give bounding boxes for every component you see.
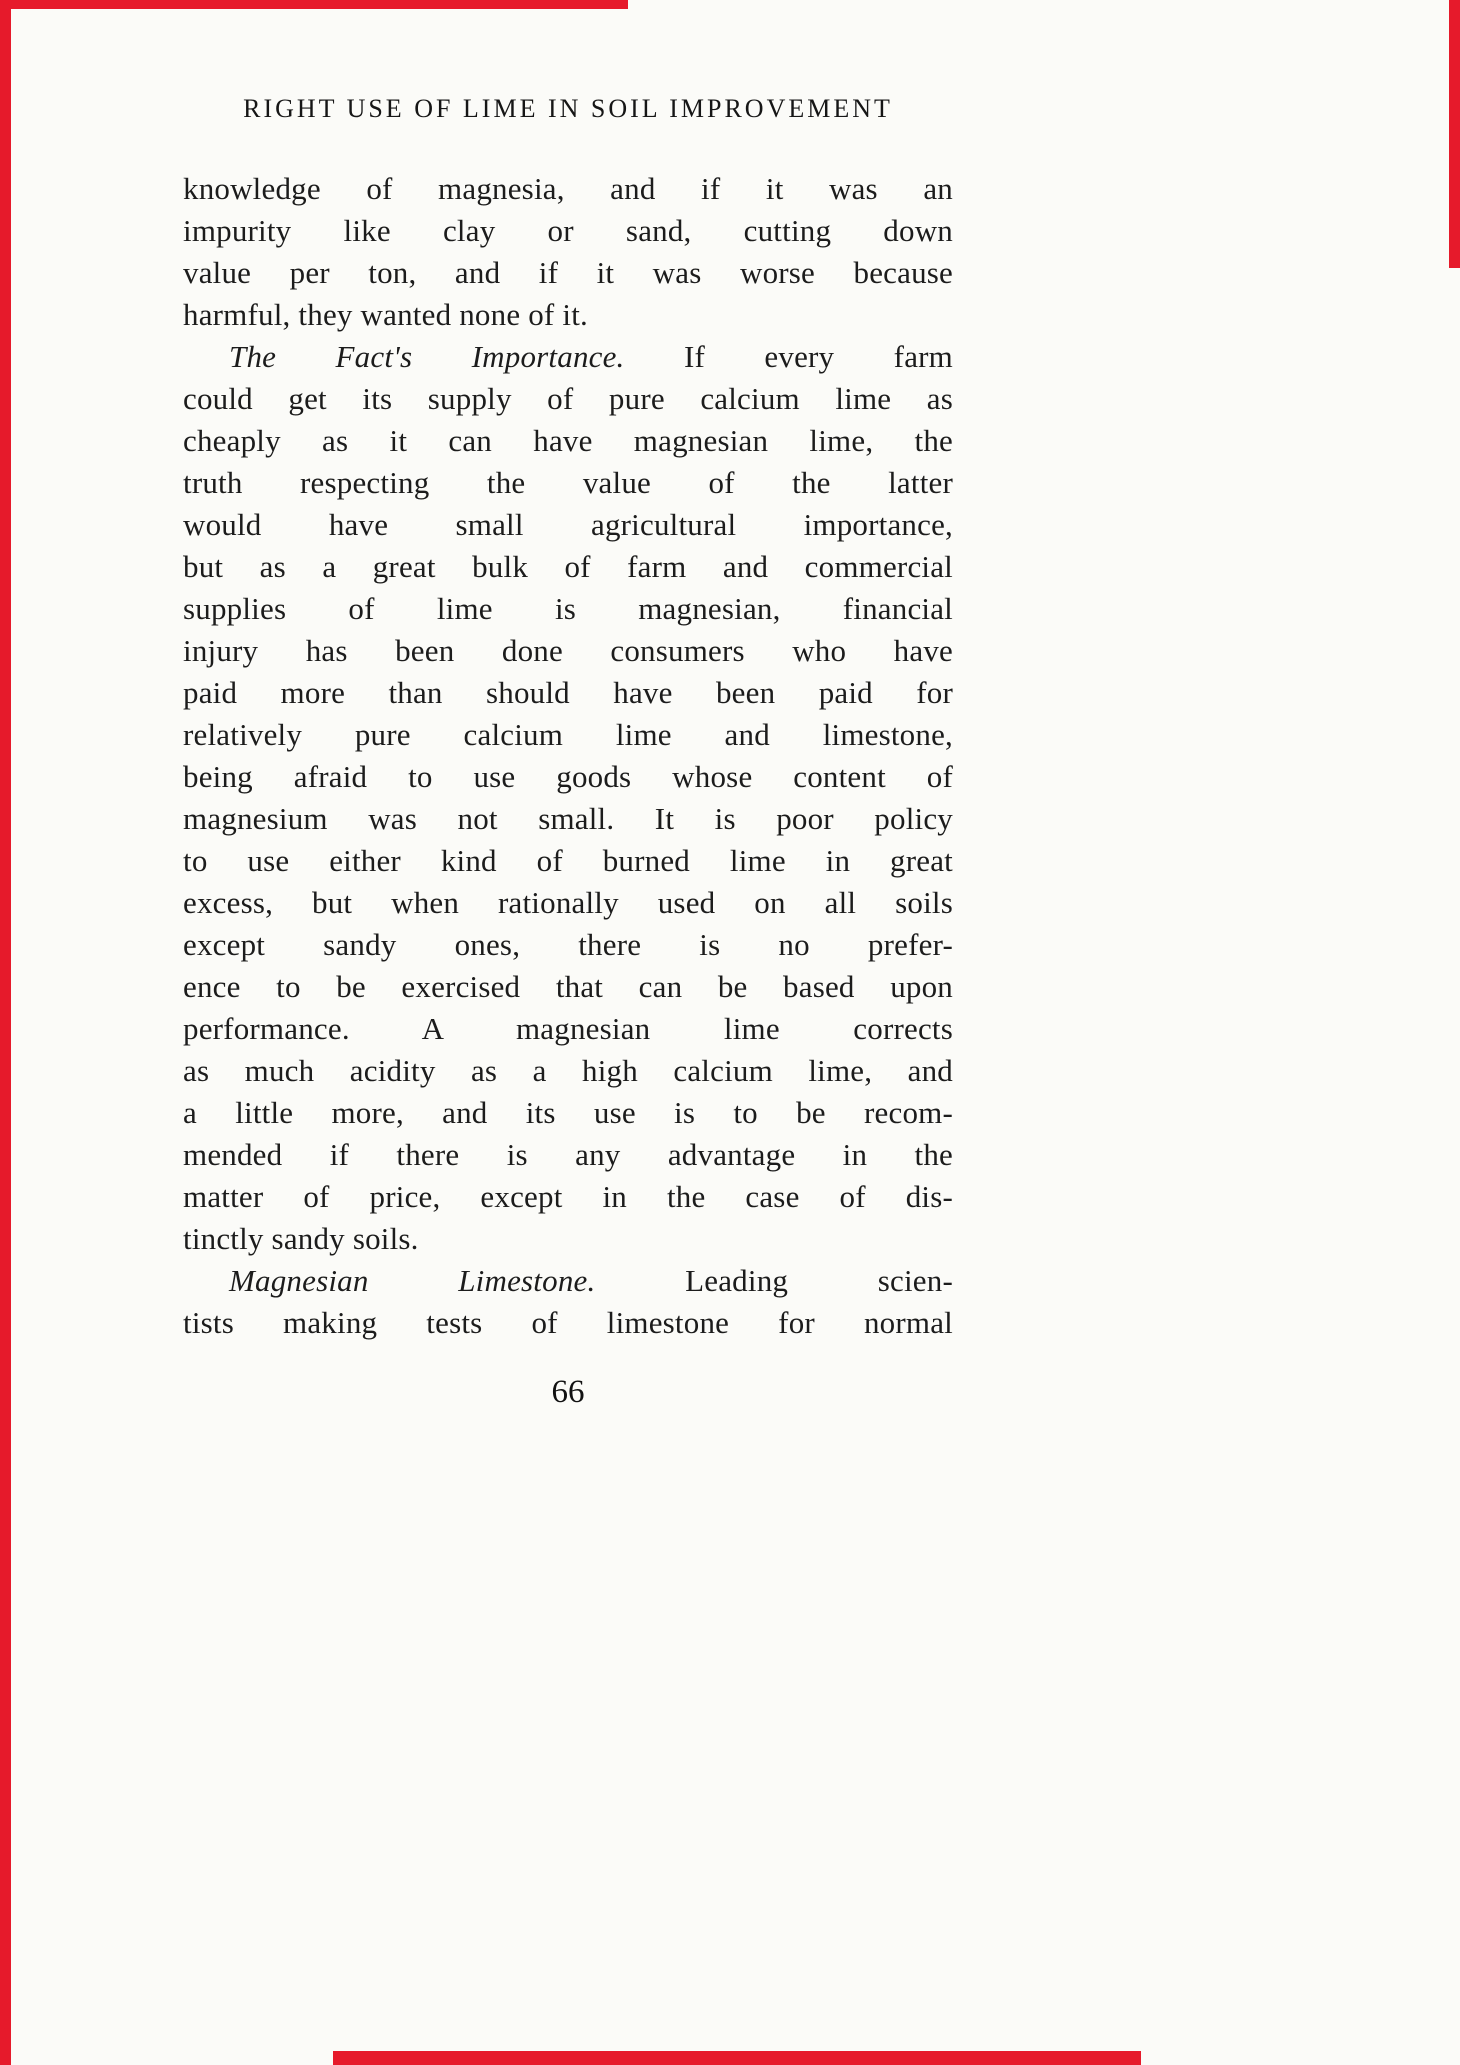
text-run: being afraid to use goods whose content of [183, 759, 953, 794]
body-line [183, 546, 953, 588]
body-line [183, 756, 953, 798]
body-line [183, 840, 953, 882]
body-line [183, 462, 953, 504]
text-run: tinctly sandy soils. [183, 1221, 419, 1256]
text-run: excess, but when rationally used on all soils [183, 885, 953, 920]
page-content [183, 94, 953, 1411]
body-line [183, 1050, 953, 1092]
body-line [183, 210, 953, 252]
text-run: magnesium was not small. It is poor policy [183, 801, 953, 836]
text-run: mended if there is any advantage in the [183, 1137, 953, 1172]
body-line [183, 714, 953, 756]
body-line [183, 882, 953, 924]
body-line [183, 1008, 953, 1050]
text-run: would have small agricultural importance, [183, 507, 953, 542]
body-line [183, 420, 953, 462]
text-run: value per ton, and if it was worse because [183, 255, 953, 290]
body-line [183, 294, 953, 336]
running-head: RIGHT USE OF LIME IN SOIL IMPROVEMENT [243, 94, 893, 123]
text-run: a little more, and its use is to be recom- [183, 1095, 953, 1130]
text-run: knowledge of magnesia, and if it was an [183, 171, 953, 206]
body-line [183, 798, 953, 840]
page-number: 66 [551, 1374, 585, 1410]
text-run: cheaply as it can have magnesian lime, the [183, 423, 953, 458]
text-run: except sandy ones, there is no prefer- [183, 927, 953, 962]
body-line [183, 924, 953, 966]
text-run: relatively pure calcium lime and limestone, [183, 717, 953, 752]
body-line [183, 1218, 953, 1260]
body-line [183, 588, 953, 630]
text-run: matter of price, except in the case of dis- [183, 1179, 953, 1214]
text-run: impurity like clay or sand, cutting down [183, 213, 953, 248]
body-line [183, 504, 953, 546]
body-line [183, 336, 953, 378]
scan-artifact-left-edge [0, 0, 11, 2065]
text-run: supplies of lime is magnesian, financial [183, 591, 953, 626]
text-run: Leading scien- [595, 1263, 953, 1298]
text-run: harmful, they wanted none of it. [183, 297, 588, 332]
body-line [183, 252, 953, 294]
text-run: could get its supply of pure calcium lime as [183, 381, 953, 416]
body-line [183, 1302, 953, 1344]
body-line [183, 966, 953, 1008]
text-run: tists making tests of limestone for normal [183, 1305, 953, 1340]
italic-run: The Fact's Importance. [229, 339, 625, 374]
text-run: paid more than should have been paid for [183, 675, 953, 710]
text-run: truth respecting the value of the latter [183, 465, 953, 500]
body-line [183, 1134, 953, 1176]
text-run: injury has been done consumers who have [183, 633, 953, 668]
italic-run: Magnesian Limestone. [229, 1263, 596, 1298]
text-run: to use either kind of burned lime in great [183, 843, 953, 878]
text-run: ence to be exercised that can be based upon [183, 969, 953, 1004]
text-run: as much acidity as a high calcium lime, and [183, 1053, 953, 1088]
body-line [183, 168, 953, 210]
text-run: If every farm [624, 339, 953, 374]
scan-artifact-bottom-edge [333, 2051, 1141, 2065]
body-line [183, 630, 953, 672]
scan-artifact-top-edge [0, 0, 628, 9]
body-line [183, 672, 953, 714]
body-line [183, 378, 953, 420]
text-run: but as a great bulk of farm and commercial [183, 549, 953, 584]
text-block [183, 168, 953, 1344]
body-line [183, 1092, 953, 1134]
scan-artifact-right-edge [1449, 0, 1460, 268]
body-line [183, 1176, 953, 1218]
text-run: performance. A magnesian lime corrects [183, 1011, 953, 1046]
body-line [183, 1260, 953, 1302]
